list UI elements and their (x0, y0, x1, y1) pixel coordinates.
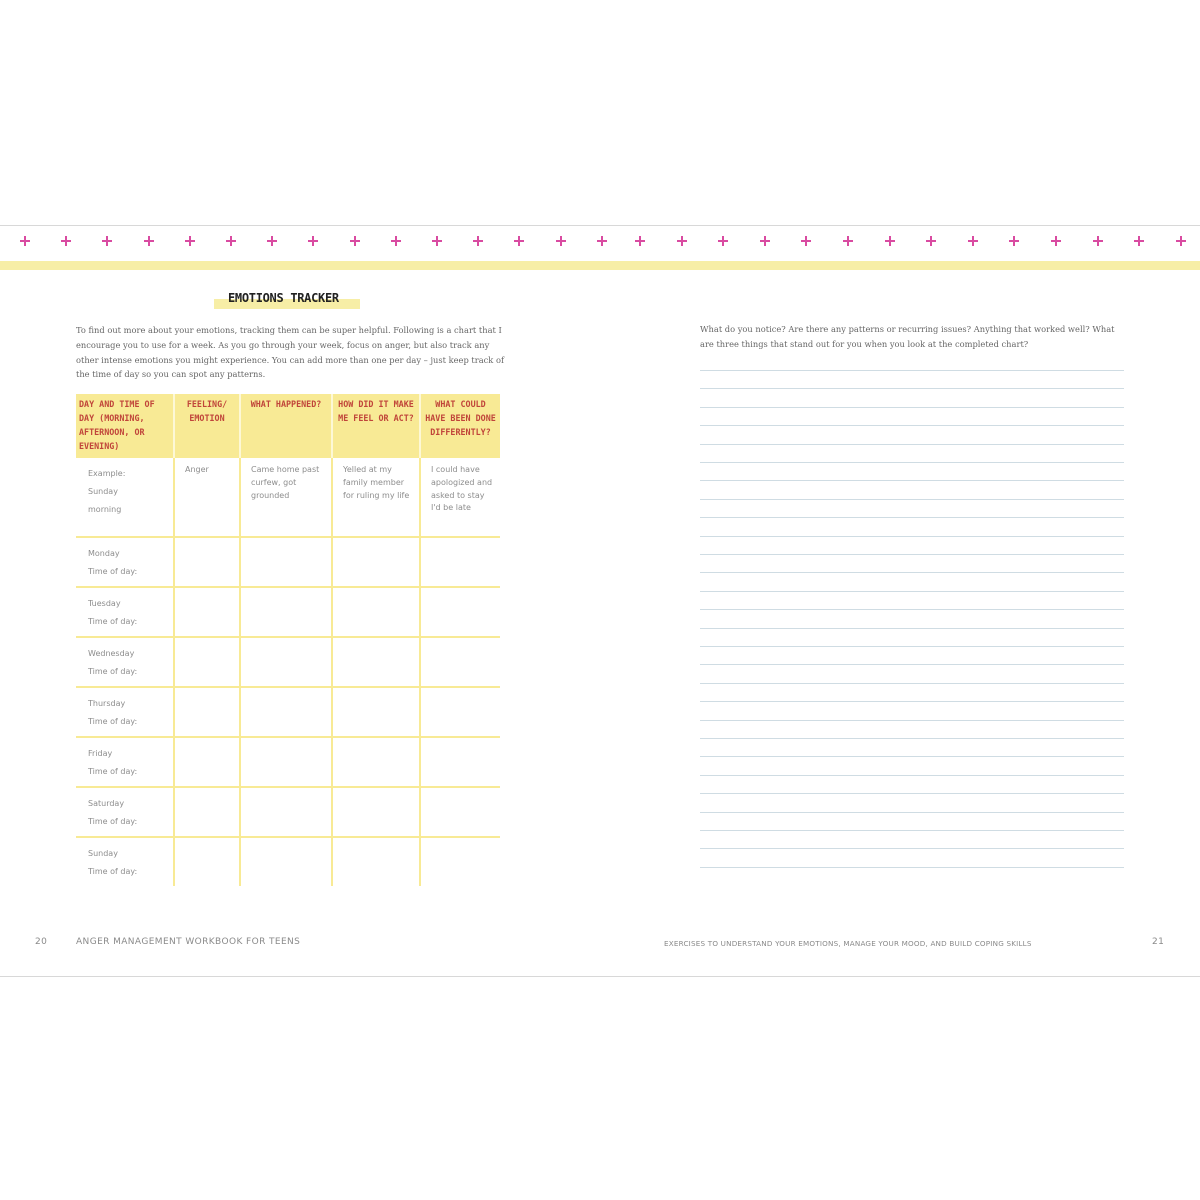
writing-line[interactable] (700, 683, 1124, 684)
decorative-yellow-band (0, 261, 1200, 270)
entry-cell[interactable] (174, 637, 240, 687)
time-of-day-label: Time of day: (88, 567, 138, 576)
header-feeling: FEELING/ EMOTION (174, 394, 240, 458)
plus-decoration-icon (20, 236, 30, 246)
plus-decoration-icon (677, 236, 687, 246)
title-block (214, 291, 339, 305)
time-of-day-label: Time of day: (88, 667, 138, 676)
plus-decoration-icon (308, 236, 318, 246)
writing-line[interactable] (700, 738, 1124, 739)
writing-line[interactable] (700, 775, 1124, 776)
entry-cell[interactable] (174, 587, 240, 637)
entry-cell[interactable] (420, 687, 500, 737)
example-what-happened-cell (240, 458, 332, 537)
plus-decoration-icon (1009, 236, 1019, 246)
table-header-row (76, 394, 500, 458)
plus-decoration-icon (718, 236, 728, 246)
entry-cell[interactable] (240, 737, 332, 787)
writing-line[interactable] (700, 701, 1124, 702)
table-row (76, 837, 500, 886)
example-what-happened: Came home past curfew, got grounded (251, 465, 320, 500)
entry-cell[interactable] (174, 787, 240, 837)
example-feeling-cell (174, 458, 240, 537)
day-label: Friday (88, 749, 113, 758)
day-cell (76, 737, 174, 787)
plus-decoration-icon (801, 236, 811, 246)
plus-decoration-icon (226, 236, 236, 246)
table-row (76, 587, 500, 637)
day-cell (76, 637, 174, 687)
reflection-prompt: What do you notice? Are there any patterns or recurring issues? Anything that worked well? What are three things that stand out for you when you look at the completed chart? (700, 324, 1115, 349)
example-could-have-done-cell (420, 458, 500, 537)
writing-line[interactable] (700, 388, 1124, 389)
example-time: morning (88, 505, 122, 514)
writing-line[interactable] (700, 609, 1124, 610)
entry-cell[interactable] (240, 837, 332, 886)
plus-decoration-icon (597, 236, 607, 246)
table-row (76, 737, 500, 787)
entry-cell[interactable] (420, 737, 500, 787)
plus-decoration-icon (267, 236, 277, 246)
intro-paragraph: To find out more about your emotions, tracking them can be super helpful. Following is a chart that I encourage you to use for a week. As you go through your week, focus on anger, but also track any other intense emotions you might experience. You can add more than one per day – just keep track of the time of day so you can spot any patterns. (76, 325, 505, 380)
plus-decoration-icon (185, 236, 195, 246)
plus-decoration-icon (391, 236, 401, 246)
day-cell (76, 587, 174, 637)
plus-decoration-icon (968, 236, 978, 246)
plus-decoration-icon (102, 236, 112, 246)
plus-decoration-icon (843, 236, 853, 246)
day-label: Sunday (88, 849, 118, 858)
entry-cell[interactable] (420, 787, 500, 837)
decorative-plus-row (0, 226, 1200, 262)
writing-line[interactable] (700, 664, 1124, 665)
writing-line[interactable] (700, 425, 1124, 426)
writing-line[interactable] (700, 517, 1124, 518)
entry-cell[interactable] (332, 637, 420, 687)
entry-cell[interactable] (240, 787, 332, 837)
plus-decoration-icon (514, 236, 524, 246)
writing-line[interactable] (700, 591, 1124, 592)
time-of-day-label: Time of day: (88, 767, 138, 776)
right-running-title: EXERCISES TO UNDERSTAND YOUR EMOTIONS, MANAGE YOUR MOOD, AND BUILD COPING SKILLS (664, 939, 1032, 948)
day-cell (76, 837, 174, 886)
left-page-number: 20 (35, 937, 48, 947)
day-label: Wednesday (88, 649, 135, 658)
writing-line[interactable] (700, 756, 1124, 757)
writing-line[interactable] (700, 848, 1124, 849)
example-how-feel-act: Yelled at my family member for ruling my life (343, 465, 410, 500)
day-cell (76, 787, 174, 837)
writing-line[interactable] (700, 830, 1124, 831)
entry-cell[interactable] (240, 537, 332, 587)
example-label: Example: (88, 469, 126, 478)
time-of-day-label: Time of day: (88, 617, 138, 626)
writing-line[interactable] (700, 572, 1124, 573)
writing-line[interactable] (700, 554, 1124, 555)
plus-decoration-icon (1093, 236, 1103, 246)
writing-line[interactable] (700, 407, 1124, 408)
time-of-day-label: Time of day: (88, 717, 138, 726)
writing-line[interactable] (700, 480, 1124, 481)
plus-decoration-icon (350, 236, 360, 246)
plus-decoration-icon (635, 236, 645, 246)
entry-cell[interactable] (174, 737, 240, 787)
example-could-have-done: I could have apologized and asked to stay I'd be late (431, 465, 493, 513)
book-spread (0, 225, 1200, 977)
left-running-title: ANGER MANAGEMENT WORKBOOK FOR TEENS (76, 937, 301, 947)
table-row (76, 787, 500, 837)
entry-cell[interactable] (332, 837, 420, 886)
writing-line[interactable] (700, 628, 1124, 629)
entry-cell[interactable] (332, 737, 420, 787)
plus-decoration-icon (760, 236, 770, 246)
writing-line[interactable] (700, 812, 1124, 813)
plus-decoration-icon (1176, 236, 1186, 246)
entry-cell[interactable] (174, 537, 240, 587)
plus-decoration-icon (144, 236, 154, 246)
writing-line[interactable] (700, 444, 1124, 445)
day-label: Monday (88, 549, 120, 558)
entry-cell[interactable] (420, 837, 500, 886)
day-label: Saturday (88, 799, 125, 808)
header-what-happened: WHAT HAPPENED? (240, 394, 332, 458)
entry-cell[interactable] (174, 837, 240, 886)
plus-decoration-icon (473, 236, 483, 246)
emotions-tracker-table (76, 394, 500, 886)
writing-line[interactable] (700, 499, 1124, 500)
header-could-have-done: WHAT COULD HAVE BEEN DONE DIFFERENTLY? (420, 394, 500, 458)
writing-lines (700, 370, 1124, 880)
example-day-cell (76, 458, 174, 537)
right-page-number: 21 (1152, 937, 1165, 947)
example-row (76, 458, 500, 537)
plus-decoration-icon (1051, 236, 1061, 246)
example-day: Sunday (88, 487, 118, 496)
header-how-feel-act: HOW DID IT MAKE ME FEEL OR ACT? (332, 394, 420, 458)
plus-decoration-icon (926, 236, 936, 246)
writing-line[interactable] (700, 793, 1124, 794)
plus-decoration-icon (885, 236, 895, 246)
day-cell (76, 537, 174, 587)
writing-line[interactable] (700, 462, 1124, 463)
plus-decoration-icon (556, 236, 566, 246)
day-label: Thursday (88, 699, 126, 708)
writing-line[interactable] (700, 370, 1124, 371)
entry-cell[interactable] (240, 637, 332, 687)
entry-cell[interactable] (420, 587, 500, 637)
table-row (76, 687, 500, 737)
example-how-feel-cell (332, 458, 420, 537)
example-feeling: Anger (185, 465, 209, 474)
entry-cell[interactable] (174, 687, 240, 737)
entry-cell[interactable] (240, 687, 332, 737)
day-label: Tuesday (88, 599, 121, 608)
writing-line[interactable] (700, 867, 1124, 868)
entry-cell[interactable] (332, 537, 420, 587)
time-of-day-label: Time of day: (88, 817, 138, 826)
time-of-day-label: Time of day: (88, 867, 138, 876)
writing-line[interactable] (700, 536, 1124, 537)
entry-cell[interactable] (332, 587, 420, 637)
writing-line[interactable] (700, 646, 1124, 647)
entry-cell[interactable] (420, 537, 500, 587)
day-cell (76, 687, 174, 737)
entry-cell[interactable] (332, 787, 420, 837)
entry-cell[interactable] (420, 637, 500, 687)
table-row (76, 637, 500, 687)
plus-decoration-icon (61, 236, 71, 246)
page-title: EMOTIONS TRACKER (228, 291, 339, 305)
writing-line[interactable] (700, 720, 1124, 721)
plus-decoration-icon (432, 236, 442, 246)
entry-cell[interactable] (240, 587, 332, 637)
table-row (76, 537, 500, 587)
header-day-time: DAY AND TIME OF DAY (MORNING, AFTERNOON, OR EVENING) (76, 394, 174, 458)
entry-cell[interactable] (332, 687, 420, 737)
plus-decoration-icon (1134, 236, 1144, 246)
